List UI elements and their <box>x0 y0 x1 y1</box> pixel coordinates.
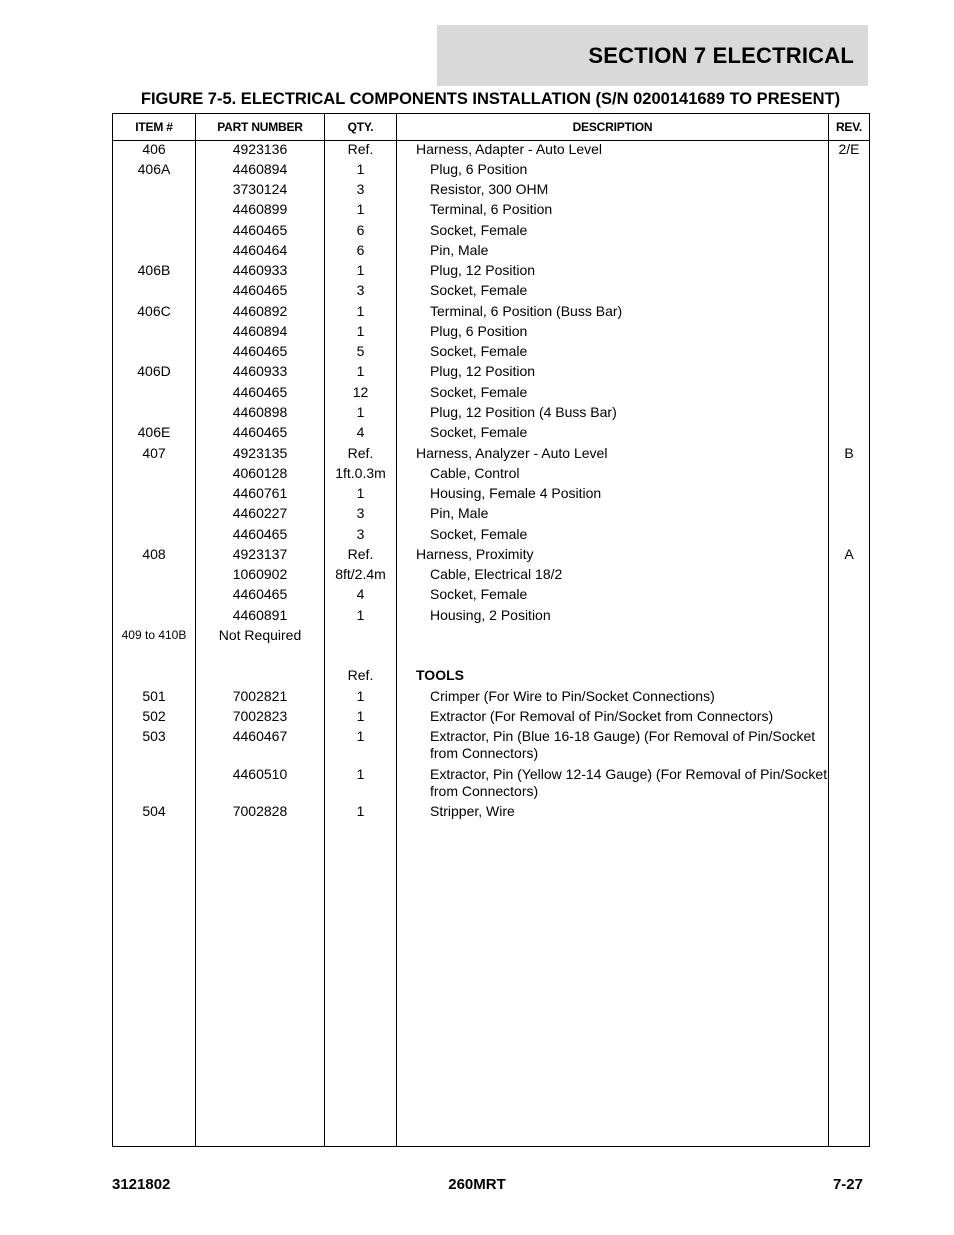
part-number-cell: Not Required <box>218 627 302 643</box>
section-header-banner <box>437 25 868 86</box>
part-number-cell: 4460899 <box>232 201 288 217</box>
quantity-cell: 3 <box>356 282 365 298</box>
part-number-cell: 4923136 <box>232 141 288 157</box>
quantity-cell: 1 <box>356 363 365 379</box>
quantity-cell: 4 <box>356 586 365 602</box>
item-number-cell: 406C <box>137 303 171 319</box>
description-cell: Extractor (For Removal of Pin/Socket from Connectors) <box>430 708 774 724</box>
description-cell: TOOLS <box>416 667 464 683</box>
item-number-cell: 406E <box>137 424 171 440</box>
column-header-qty: QTY. <box>347 120 374 134</box>
section-title: SECTION 7 ELECTRICAL <box>588 42 854 68</box>
description-cell: Cable, Control <box>430 465 520 481</box>
quantity-cell: 6 <box>356 242 365 258</box>
quantity-cell: 1 <box>356 688 365 704</box>
item-number-cell: 406A <box>137 161 171 177</box>
part-number-cell: 4460894 <box>232 323 288 339</box>
description-cell: Harness, Analyzer - Auto Level <box>416 445 608 461</box>
quantity-cell: 3 <box>356 181 365 197</box>
quantity-cell: Ref. <box>347 667 374 683</box>
quantity-cell: Ref. <box>347 445 374 461</box>
description-cell: Housing, 2 Position <box>430 607 551 623</box>
part-number-cell: 4060128 <box>232 465 288 481</box>
quantity-cell: 4 <box>356 424 365 440</box>
description-cell: Plug, 6 Position <box>430 161 528 177</box>
description-cell: Socket, Female <box>430 282 528 298</box>
part-number-cell: 4460933 <box>232 262 288 278</box>
quantity-cell: 1 <box>356 262 365 278</box>
description-cell: Resistor, 300 OHM <box>430 181 549 197</box>
quantity-cell: 1 <box>356 607 365 623</box>
description-cell: Pin, Male <box>430 505 489 521</box>
revision-cell: B <box>844 445 854 461</box>
item-number-cell: 504 <box>142 803 166 819</box>
part-number-cell: 4923137 <box>232 546 288 562</box>
description-cell: Extractor, Pin (Yellow 12-14 Gauge) (For Removal of Pin/Socket from Connectors) <box>430 766 828 799</box>
part-number-cell: 4460465 <box>232 424 288 440</box>
description-cell: Socket, Female <box>430 343 528 359</box>
description-cell: Harness, Adapter - Auto Level <box>416 141 602 157</box>
part-number-cell: 4460465 <box>232 282 288 298</box>
item-number-cell: 408 <box>142 546 166 562</box>
quantity-cell: 1 <box>356 766 365 782</box>
quantity-cell: 1 <box>356 161 365 177</box>
part-number-cell: 4460467 <box>232 728 288 744</box>
item-number-cell: 406 <box>142 141 166 157</box>
description-cell: Socket, Female <box>430 526 528 542</box>
quantity-cell: Ref. <box>347 141 374 157</box>
part-number-cell: 7002823 <box>232 708 288 724</box>
item-number-cell: 406B <box>137 262 171 278</box>
parts-table <box>112 113 870 1147</box>
part-number-cell: 4460465 <box>232 526 288 542</box>
part-number-cell: 3730124 <box>232 181 288 197</box>
part-number-cell: 4460892 <box>232 303 288 319</box>
quantity-cell: 1 <box>356 404 365 420</box>
column-header-part-number: PART NUMBER <box>217 120 303 134</box>
part-number-cell: 7002828 <box>232 803 288 819</box>
part-number-cell: 4460933 <box>232 363 288 379</box>
part-number-cell: 1060902 <box>232 566 288 582</box>
description-cell: Plug, 6 Position <box>430 323 528 339</box>
revision-cell: 2/E <box>838 141 860 157</box>
part-number-cell: 4460761 <box>232 485 288 501</box>
description-cell: Socket, Female <box>430 384 528 400</box>
description-cell: Pin, Male <box>430 242 489 258</box>
footer-doc-number: 3121802 <box>112 1176 171 1193</box>
part-number-cell: 4460465 <box>232 222 288 238</box>
part-number-cell: 7002821 <box>232 688 288 704</box>
description-cell: Plug, 12 Position (4 Buss Bar) <box>430 404 617 420</box>
column-header-item: ITEM # <box>135 120 173 134</box>
column-header-rev: REV. <box>835 120 863 134</box>
quantity-cell: 1 <box>356 485 365 501</box>
description-cell: Socket, Female <box>430 222 528 238</box>
quantity-cell: 6 <box>356 222 365 238</box>
footer-model: 260MRT <box>448 1176 506 1193</box>
part-number-cell: 4460465 <box>232 343 288 359</box>
part-number-cell: 4460465 <box>232 384 288 400</box>
description-cell: Terminal, 6 Position (Buss Bar) <box>430 303 623 319</box>
item-number-cell: 501 <box>142 688 166 704</box>
description-cell: Extractor, Pin (Blue 16-18 Gauge) (For Removal of Pin/Socket from Connectors) <box>430 728 816 761</box>
item-number-cell: 502 <box>142 708 166 724</box>
quantity-cell: 1 <box>356 728 365 744</box>
description-cell: Housing, Female 4 Position <box>430 485 602 501</box>
quantity-cell: 3 <box>356 505 365 521</box>
part-number-cell: 4460465 <box>232 586 288 602</box>
item-number-cell: 406D <box>137 363 171 379</box>
item-number-cell: 409 to 410B <box>121 628 187 642</box>
part-number-cell: 4460510 <box>232 766 288 782</box>
footer-page-number: 7-27 <box>832 1176 863 1193</box>
item-number-cell: 407 <box>142 445 166 461</box>
part-number-cell: 4460227 <box>232 505 288 521</box>
description-cell: Plug, 12 Position <box>430 262 536 278</box>
quantity-cell: 1 <box>356 201 365 217</box>
column-divider <box>396 114 397 1146</box>
revision-cell: A <box>844 546 854 562</box>
quantity-cell: 1ft.0.3m <box>335 465 386 481</box>
description-cell: Harness, Proximity <box>416 546 534 562</box>
quantity-cell: 8ft/2.4m <box>335 566 386 582</box>
item-number-cell: 503 <box>142 728 166 744</box>
description-cell: Plug, 12 Position <box>430 363 536 379</box>
quantity-cell: 1 <box>356 803 365 819</box>
quantity-cell: 12 <box>352 384 369 400</box>
part-number-cell: 4460464 <box>232 242 288 258</box>
quantity-cell: 1 <box>356 708 365 724</box>
quantity-cell: 3 <box>356 526 365 542</box>
part-number-cell: 4923135 <box>232 445 288 461</box>
description-cell: Crimper (For Wire to Pin/Socket Connections) <box>430 688 715 704</box>
figure-title: FIGURE 7-5. ELECTRICAL COMPONENTS INSTALLATION (S/N 0200141689 TO PRESENT) <box>140 90 841 108</box>
quantity-cell: 5 <box>356 343 365 359</box>
quantity-cell: 1 <box>356 303 365 319</box>
part-number-cell: 4460894 <box>232 161 288 177</box>
description-cell: Cable, Electrical 18/2 <box>430 566 563 582</box>
quantity-cell: Ref. <box>347 546 374 562</box>
part-number-cell: 4460891 <box>232 607 288 623</box>
column-header-description: DESCRIPTION <box>572 120 653 134</box>
quantity-cell: 1 <box>356 323 365 339</box>
description-cell: Socket, Female <box>430 424 528 440</box>
description-cell: Terminal, 6 Position <box>430 201 553 217</box>
description-cell: Socket, Female <box>430 586 528 602</box>
part-number-cell: 4460898 <box>232 404 288 420</box>
description-cell: Stripper, Wire <box>430 803 515 819</box>
